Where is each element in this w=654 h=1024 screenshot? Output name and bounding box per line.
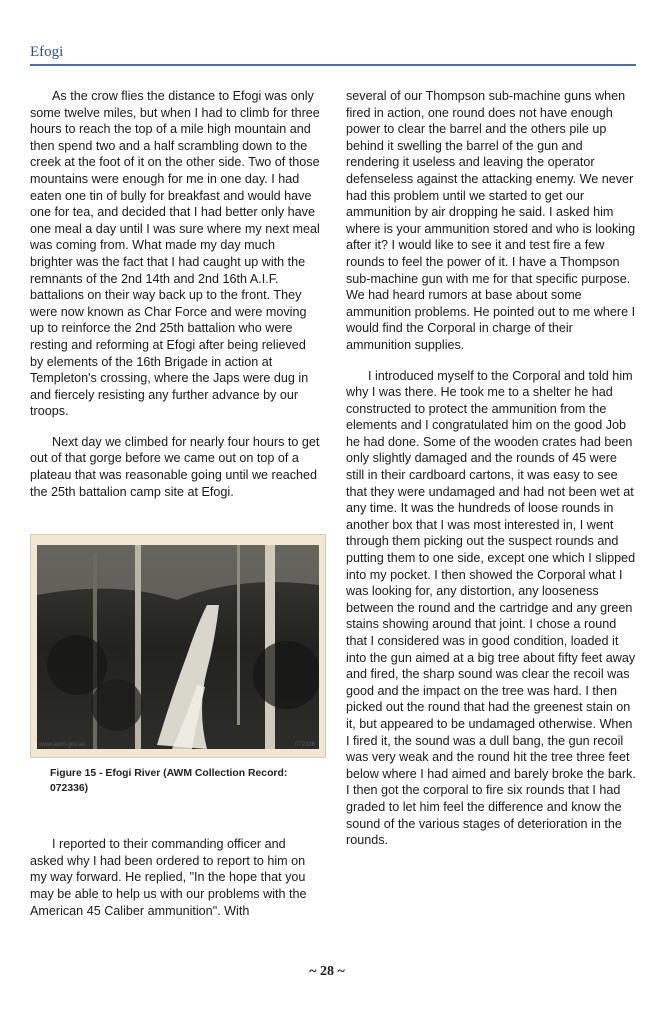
photo-watermark-right: 072336 xyxy=(294,741,315,748)
paragraph: As the crow flies the distance to Efogi was only some twelve miles, but when I had to climb for three hours to reach the top of a mile high mountain and then spend two and a half scrambling down to the creek at the foot of it on the other side. Two of those mountains were enough for me in one day. I had eaten one tin of bully for breakfast and would have one for tea, and decided that I had better only have one meal a day until I was sure where my next meal was coming from. What made my day much brighter was the fact that I had caught up with the remnants of the 2nd 14th and 2nd 16th A.I.F. battalions on their way back up to the front. They were now known as Char Force and were moving up to reinforce the 2nd 25th battalion who were resting and reforming at Efogi after being relieved by elements of the 16th Brigade in action at Templeton's crossing, where the Japs were dug in and fiercely resisting any further advance by our troops. xyxy=(30,89,320,419)
paragraph: I introduced myself to the Corporal and told him why I was there. He took me to a shelter he had constructed to protect the ammunition from the elements and I congratulated him on the good Job he had done. Some of the wooden crates had been only slightly damaged and the rounds of 45 were still in their cardboard cartons, it was easy to see that they were undamaged and had not been wet at any time. It was the hundreds of loose rounds in another box that I was most interested in, I went through them picking out the suspect rounds and putting them to one side, except one which I slipped into my pocket. I then showed the Corporal what I was looking for, any distortion, any looseness between the round and the cartridge and any green stains showing around that joint. I chose a round that I considered was in good condition, loaded it into the gun aimed at a big tree about fifty feet away and fired, the sharp sound was clear the recoil was good and the impact on the tree was hard. I then picked out the round that had the greenest stain on it, but appeared to be undamaged otherwise. When I fired it, the sound was a dull bang, the gun recoil was very weak and the round hit the tree three feet below where I had aimed and barely broke the bark. I then got the corporal to fire six rounds that I had graded to let him feel the difference and know the sound of the various stages of deterioration in the rounds. xyxy=(346,368,636,848)
header-rule xyxy=(30,64,636,66)
paragraph: I reported to their commanding officer and asked why I had been ordered to report to him on my way forward. He replied, "In the hope that you may be able to help us with our problems with the American 45 Caliber ammunition". With xyxy=(30,837,307,918)
efogi-river-photo xyxy=(30,534,326,758)
photo-watermark-left: www.awm.gov.au xyxy=(39,741,86,748)
figure xyxy=(30,534,324,796)
paragraph: Next day we climbed for nearly four hours to get out of that gorge before we came out on top of a plateau that was reasonable going until we reached the 25th battalion camp site at Efogi. xyxy=(30,434,320,499)
figure-caption: Figure 15 - Efogi River (AWM Collection Record: 072336) xyxy=(50,768,288,795)
page-header xyxy=(30,44,636,66)
photo-image xyxy=(37,545,319,749)
right-column xyxy=(346,88,636,863)
section-title: Efogi xyxy=(30,44,64,60)
paragraph: several of our Thompson sub-machine guns when fired in action, one round does not have enough power to clear the barrel and the others pile up behind it swelling the barrel of the gun and rendering it useless and leaving the operator defenseless against the attacking enemy. We never had this problem until we started to get our ammunition by air dropping he said. I asked him where is your ammunition stored and who is looking after it? I would like to see it and test fire a few rounds to feel the power of it. I have a Thompson sub-machine gun with me for that specific purpose. We had heard rumors at base about some ammunition problems. He pointed out to me where I would find the Corporal in charge of their ammunition supplies. xyxy=(346,89,636,352)
left-column xyxy=(30,88,320,933)
page-number: ~ 28 ~ xyxy=(309,964,345,979)
